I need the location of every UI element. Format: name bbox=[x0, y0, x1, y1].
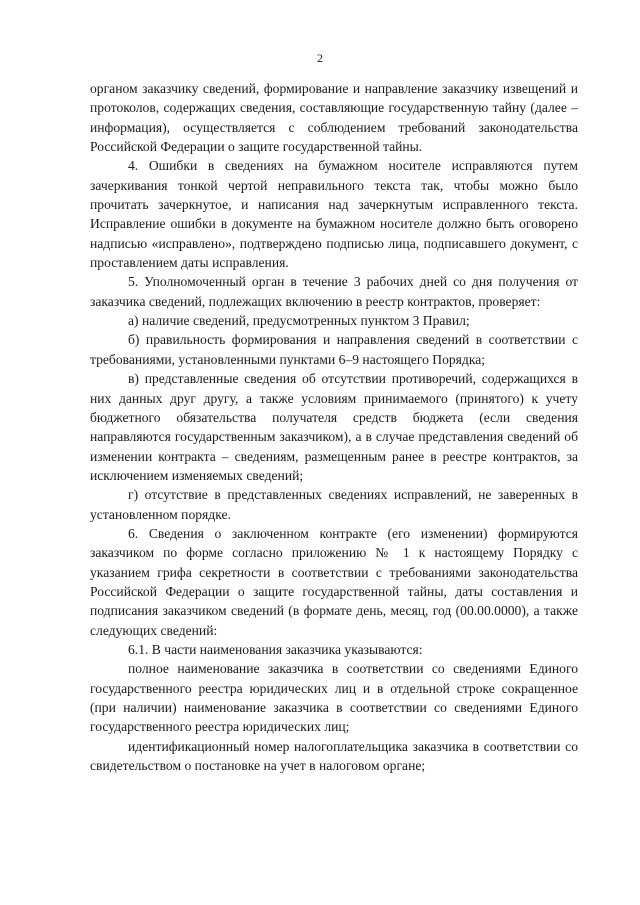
paragraph-item-6: 6. Сведения о заключенном контракте (его изменении) формируются заказчиком по форме согласно приложению № 1 к настоящему Порядку с указанием грифа секретности в соответствии с требованиями законодательства Российской Федерации о защите государственной тайны, даты составления и подписания заказчиком сведений (в формате день, месяц, год (00.00.0000), а также следующих сведений: bbox=[90, 525, 578, 638]
paragraph-item-6-1: 6.1. В части наименования заказчика указываются: bbox=[128, 641, 423, 657]
document-body bbox=[90, 79, 578, 775]
paragraph-full-name: полное наименование заказчика в соответствии со сведениями Единого государственного реестра юридических лиц и в отдельной строке сокращенное (при наличии) наименование заказчика в соответствии со сведениями Единого государственного реестра юридических лиц; bbox=[90, 661, 578, 735]
paragraph-item-5v: в) представленные сведения об отсутствии противоречий, содержащихся в них данных друг другу, а также условиям принимаемого (принятого) к учету бюджетного обязательства получателя средств бюджета (если сведения направляются государственным заказчиком), а в случае представления сведений об изменении контракта – сведениям, размещенным ранее в реестре контрактов, за исключением изменяемых сведений; bbox=[90, 371, 578, 483]
paragraph-item-4: 4. Ошибки в сведениях на бумажном носителе исправляются путем зачеркивания тонкой чертой неправильного текста так, чтобы можно было прочитать зачеркнутое, и написания над зачеркнутым исправленного текста. Исправление ошибки в документе на бумажном носителе должно быть оговорено надписью «исправлено», подтверждено подписью лица, подписавшего документ, с проставлением даты исправления. bbox=[90, 158, 578, 271]
paragraph-item-5a: а) наличие сведений, предусмотренных пунктом 3 Правил; bbox=[128, 313, 470, 329]
paragraph-item-5g: г) отсутствие в представленных сведениях исправлений, не заверенных в установленном порядке. bbox=[90, 487, 578, 522]
paragraph-item-5b: б) правильность формирования и направления сведений в соответствии с требованиями, установленными пунктами 6–9 настоящего Порядка; bbox=[90, 332, 578, 367]
paragraph-item-5: 5. Уполномоченный орган в течение 3 рабочих дней со дня получения от заказчика сведений, подлежащих включению в реестр контрактов, проверяет: bbox=[90, 274, 578, 309]
paragraph-inn: идентификационный номер налогоплательщика заказчика в соответствии со свидетельством о постановке на учет в налоговом органе; bbox=[90, 738, 578, 774]
paragraph-continuation: органом заказчику сведений, формирование и направление заказчику извещений и протоколов, содержащих сведения, составляющие государственную тайну (далее – информация), осуществляется с соблюдением требований законодательства Российской Федерации о защите государственной тайны. bbox=[90, 81, 578, 155]
page-number: 2 bbox=[317, 51, 323, 65]
